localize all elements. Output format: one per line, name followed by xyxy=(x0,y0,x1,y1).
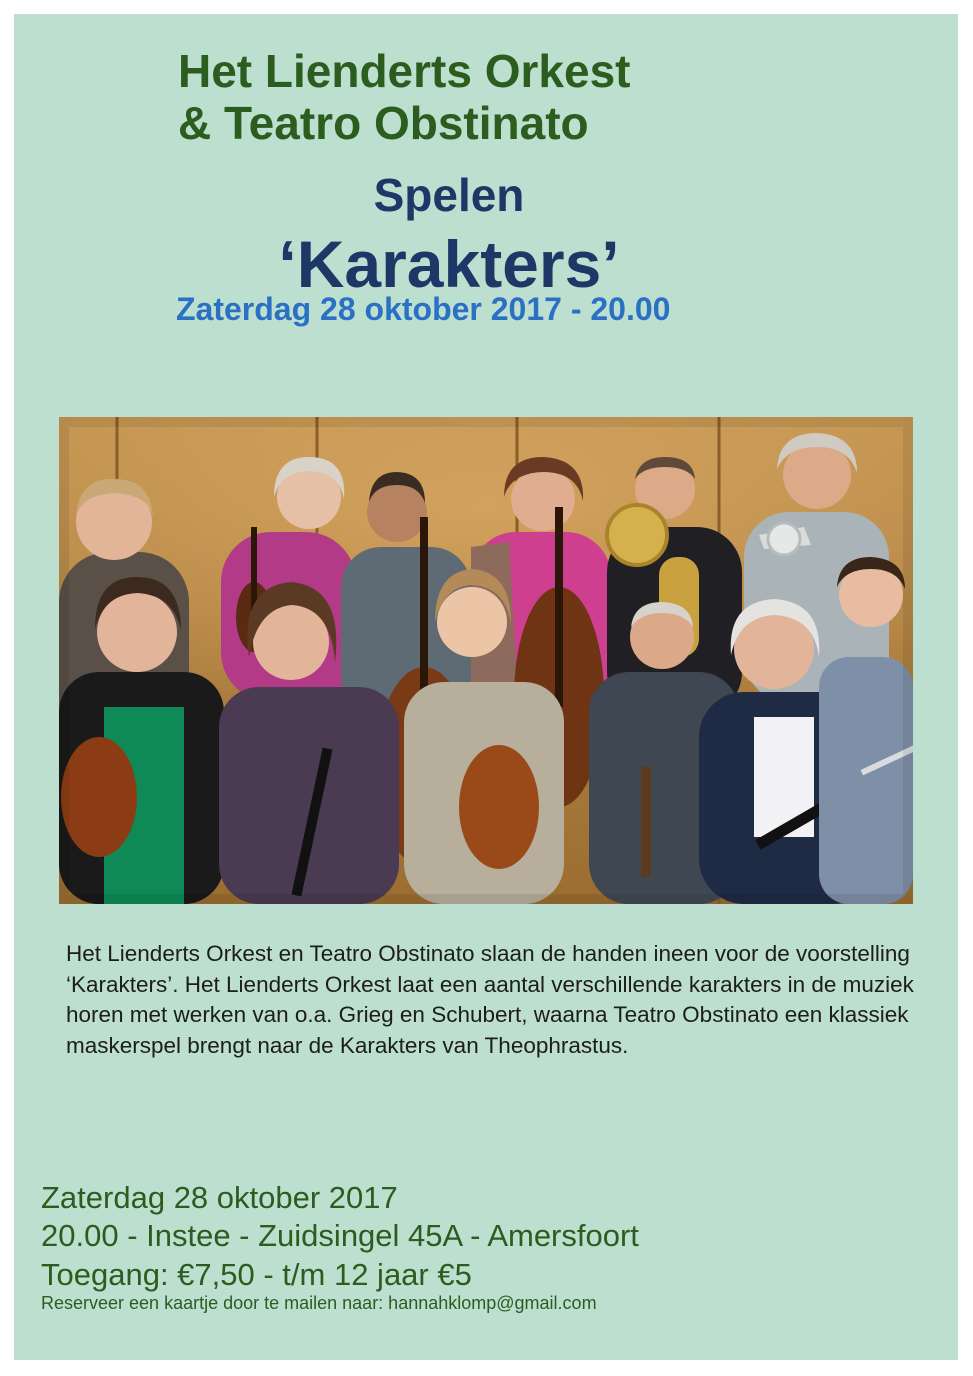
subtitle-spelen: Spelen xyxy=(373,169,525,221)
group-photo xyxy=(59,417,913,904)
event-date-time: Zaterdag 28 oktober 2017 - 20.00 xyxy=(176,291,671,327)
footer-time-location: 20.00 - Instee - Zuidsingel 45A - Amersfoort xyxy=(41,1218,639,1253)
poster xyxy=(14,14,958,1360)
event-description: Het Lienderts Orkest en Teatro Obstinato slaan de handen ineen voor de voorstelling ‘Karakters’. Het Lienderts Orkest laat een aantal verschillende karakters in de muziek horen met werken van o.a. Grieg en Schubert, waarna Teatro Obstinato een klassiek maskerspel brengt naar de Karakters van Theophrastus. xyxy=(66,941,914,1058)
show-name: ‘Karakters’ xyxy=(278,227,620,301)
title-line-2: & Teatro Obstinato xyxy=(178,97,589,149)
group-photo-illustration xyxy=(59,417,913,904)
footer-admission: Toegang: €7,50 - t/m 12 jaar €5 xyxy=(41,1257,472,1292)
title-line-1: Het Lienderts Orkest xyxy=(178,45,631,97)
footer-date: Zaterdag 28 oktober 2017 xyxy=(41,1180,398,1215)
reservation-info: Reserveer een kaartje door te mailen naar: hannahklomp@gmail.com xyxy=(41,1293,597,1313)
